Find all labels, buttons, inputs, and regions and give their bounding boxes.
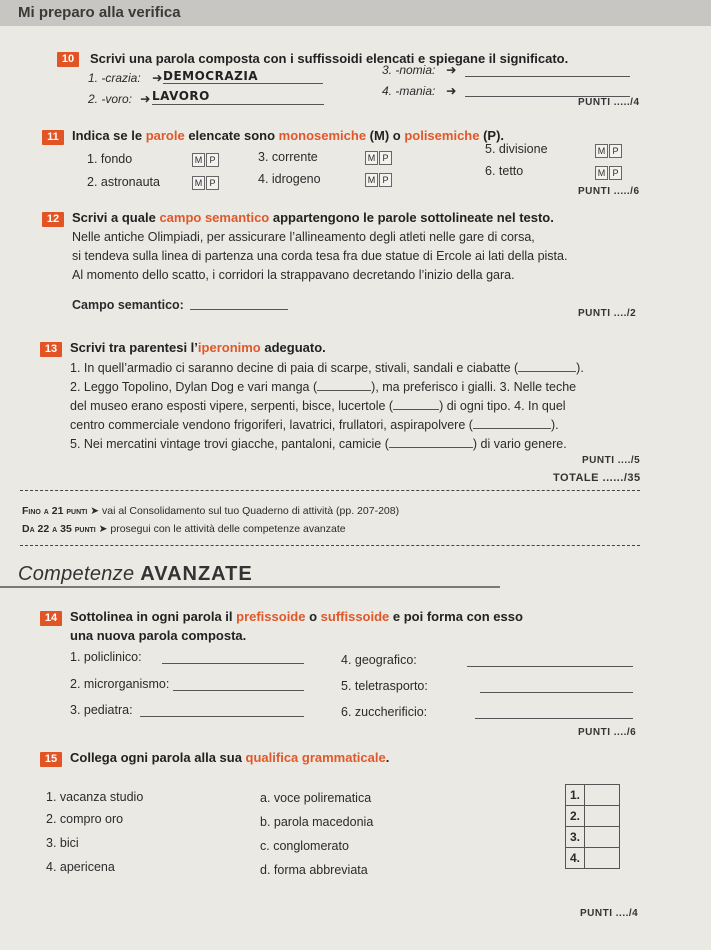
suffix-item: 2. -voro: xyxy=(88,92,133,106)
mp-choice[interactable]: M P xyxy=(192,150,220,168)
suffix-item: 3. -nomia: xyxy=(382,63,436,77)
page-title: Mi preparo alla verifica xyxy=(18,4,181,21)
arrow-icon: ➜ xyxy=(446,63,457,77)
score-label: PUNTI ..../5 xyxy=(582,455,641,466)
word-item: 1. vacanza studio xyxy=(46,790,144,804)
total-score: TOTALE ....../35 xyxy=(553,472,641,484)
answer-cell[interactable] xyxy=(585,848,620,869)
exercise-instruction: una nuova parola composta. xyxy=(70,628,247,643)
text-line: centro commerciale vendono frigoriferi, lavatrici, frullatori, aspirapolvere ( ). xyxy=(70,418,559,432)
answer-line[interactable] xyxy=(190,309,288,310)
word-item: 2. astronauta xyxy=(87,175,160,189)
text-line: del museo erano esposti vipere, serpenti, bisce, lucertole ( ) di ogni tipo. 4. In quel xyxy=(70,399,566,413)
category-item: c. conglomerato xyxy=(260,839,349,853)
page-header xyxy=(0,0,711,26)
mp-choice[interactable]: M P xyxy=(595,141,623,159)
category-item: d. forma abbreviata xyxy=(260,863,368,877)
text-line: 1. In quell’armadio ci saranno decine di paia di scarpe, stivali, sandali e ciabatte ( ). xyxy=(70,361,584,375)
word-item: 3. bici xyxy=(46,836,79,850)
exercise-number: 15 xyxy=(40,752,62,767)
word-item: 5. teletrasporto: xyxy=(341,679,428,693)
word-item: 6. tetto xyxy=(485,164,524,178)
answer-line[interactable] xyxy=(163,83,323,84)
info-line: Da 22 a 35 punti ➤ prosegui con le attività delle competenze avanzate xyxy=(22,523,346,535)
exercise-number: 14 xyxy=(40,611,62,626)
score-label: PUNTI ..../2 xyxy=(578,308,637,319)
category-item: a. voce polirematica xyxy=(260,791,372,805)
word-item: 4. apericena xyxy=(46,860,115,874)
answer-line[interactable] xyxy=(152,104,324,105)
answer-cell[interactable] xyxy=(585,785,620,806)
answer-line[interactable] xyxy=(465,76,630,77)
exercise-number: 11 xyxy=(42,130,64,145)
exercise-instruction: Sottolinea in ogni parola il prefissoide o suffissoide e poi forma con esso xyxy=(70,609,523,624)
arrow-icon: ➜ xyxy=(140,92,151,106)
answer-line[interactable] xyxy=(475,718,633,719)
text-line: Nelle antiche Olimpiadi, per assicurare l’allineamento degli atleti nelle gare di corsa, xyxy=(72,230,535,244)
word-item: 3. corrente xyxy=(258,150,318,164)
exercise-instruction: Indica se le parole elencate sono monosemiche (M) o polisemiche (P). xyxy=(72,128,505,143)
exercise-instruction: Collega ogni parola alla sua qualifica grammaticale. xyxy=(70,750,390,765)
table-row-label: 1. xyxy=(566,785,585,806)
word-item: 3. pediatra: xyxy=(70,703,133,717)
arrow-icon: ➜ xyxy=(446,84,457,98)
arrow-icon: ➜ xyxy=(152,71,163,85)
score-label: PUNTI ...../6 xyxy=(578,186,640,197)
exercise-instruction: Scrivi una parola composta con i suffissoidi elencati e spiegane il significato. xyxy=(90,51,569,66)
mp-choice[interactable]: M P xyxy=(192,173,220,191)
score-label: PUNTI ...../4 xyxy=(578,97,640,108)
table-row-label: 3. xyxy=(566,827,585,848)
word-item: 4. idrogeno xyxy=(258,172,321,186)
word-item: 2. compro oro xyxy=(46,812,124,826)
answer-line[interactable] xyxy=(173,690,304,691)
score-label: PUNTI ..../4 xyxy=(580,908,639,919)
divider xyxy=(20,545,640,546)
word-item: 1. policlinico: xyxy=(70,650,142,664)
answer-line[interactable] xyxy=(480,692,633,693)
mp-choice[interactable]: M P xyxy=(365,170,393,188)
category-item: b. parola macedonia xyxy=(260,815,374,829)
handwritten-answer: LAVORO xyxy=(152,89,210,103)
suffix-item: 1. -crazia: xyxy=(88,71,141,85)
text-line: 2. Leggo Topolino, Dylan Dog e vari manga ( ), ma preferisco i gialli. 3. Nelle teche xyxy=(70,380,577,394)
word-item: 2. microrganismo: xyxy=(70,677,170,691)
text-line: Al momento dello scatto, i corridori la strappavano decretando l’inizio della gara. xyxy=(72,268,515,282)
mp-choice[interactable]: M P xyxy=(365,148,393,166)
table-row-label: 4. xyxy=(566,848,585,869)
text-line: si tendeva sulla linea di partenza una corda tesa fra due statue di Ercole ai lati della pista. xyxy=(72,249,568,263)
exercise-instruction: Scrivi a quale campo semantico appartengono le parole sottolineate nel testo. xyxy=(72,210,554,225)
info-line: Fino a 21 punti ➤ vai al Consolidamento sul tuo Quaderno di attività (pp. 207-208) xyxy=(22,505,400,517)
word-item: 1. fondo xyxy=(87,152,133,166)
score-label: PUNTI ..../6 xyxy=(578,727,637,738)
answer-table xyxy=(565,784,620,869)
section-title: Competenze AVANZATE xyxy=(18,563,253,585)
answer-cell[interactable] xyxy=(585,806,620,827)
exercise-instruction: Scrivi tra parentesi l’iperonimo adeguato. xyxy=(70,340,326,355)
suffix-item: 4. -mania: xyxy=(382,84,436,98)
exercise-number: 10 xyxy=(57,52,79,67)
table-row-label: 2. xyxy=(566,806,585,827)
exercise-number: 13 xyxy=(40,342,62,357)
field-label: Campo semantico: xyxy=(72,298,184,312)
divider xyxy=(20,490,640,491)
answer-line[interactable] xyxy=(467,666,633,667)
answer-line[interactable] xyxy=(162,663,304,664)
answer-line[interactable] xyxy=(140,716,304,717)
answer-cell[interactable] xyxy=(585,827,620,848)
word-item: 5. divisione xyxy=(485,142,548,156)
word-item: 6. zuccherificio: xyxy=(341,705,428,719)
mp-choice[interactable]: M P xyxy=(595,163,623,181)
handwritten-answer: DEMOCRAZIA xyxy=(163,69,259,83)
exercise-number: 12 xyxy=(42,212,64,227)
text-line: 5. Nei mercatini vintage trovi giacche, pantaloni, camicie ( ) di vario genere. xyxy=(70,437,567,451)
word-item: 4. geografico: xyxy=(341,653,417,667)
section-rule xyxy=(0,586,500,588)
